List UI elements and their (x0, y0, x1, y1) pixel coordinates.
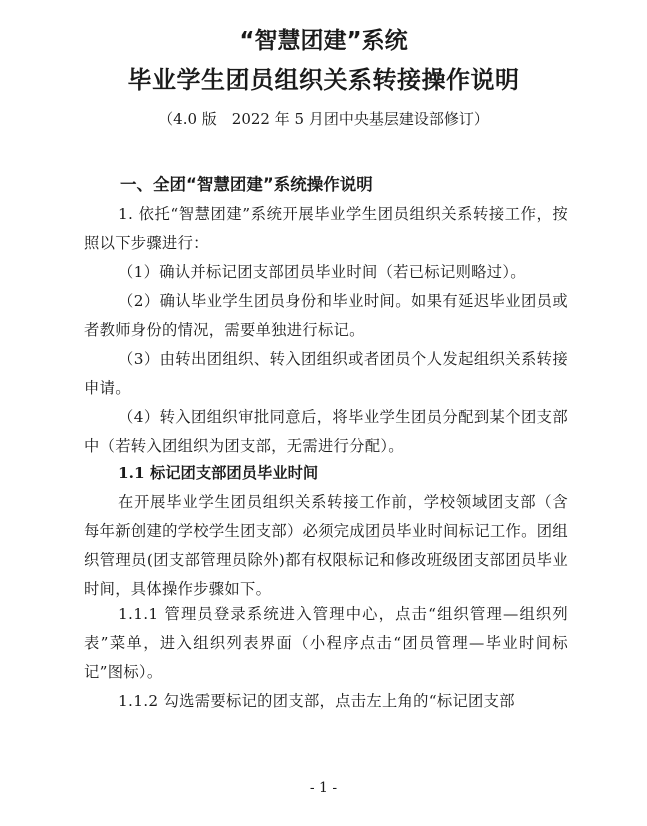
step-paragraph-4: （4）转入团组织审批同意后，将毕业学生团员分配到某个团支部中（若转入团组织为团支部，无需进行分配）。 (84, 408, 568, 455)
step-1-1-1-paragraph: 1.1.1 管理员登录系统进入管理中心，点击“组织管理—组织列表”菜单，进入组织列表界面（小程序点击“团员管理—毕业时间标记”图标）。 (84, 605, 568, 681)
subsection-body-paragraph: 在开展毕业学生团员组织关系转接工作前，学校领域团支部（含每年新创建的学校学生团支部）必须完成团员毕业时间标记工作。团组织管理员(团支部管理员除外)都有权限标记和修改班级团支部团员毕业时间，具体操作步骤如下。 (84, 493, 568, 598)
step-paragraph-3: （3）由转出团组织、转入团组织或者团员个人发起组织关系转接申请。 (84, 350, 568, 397)
step-paragraph-2: （2）确认毕业学生团员身份和毕业时间。如果有延迟毕业团员或者教师身份的情况，需要单独进行标记。 (84, 292, 568, 339)
step-1-1-2-paragraph: 1.1.2 勾选需要标记的团支部，点击左上角的“标记团支部 (118, 692, 515, 710)
subsection-heading: 1.1 标记团支部团员毕业时间 (118, 464, 319, 482)
document-version-line: （4.0 版 2022 年 5 月团中央基层建设部修订） (158, 110, 489, 128)
document-title-line1: “智慧团建”系统 (239, 28, 408, 54)
document-title-line2: 毕业学生团员组织关系转接操作说明 (127, 66, 520, 94)
section-heading: 一、全团“智慧团建”系统操作说明 (120, 175, 373, 194)
step-paragraph-1: （1）确认并标记团支部团员毕业时间（若已标记则略过）。 (118, 263, 526, 281)
intro-paragraph: 1. 依托“智慧团建”系统开展毕业学生团员组织关系转接工作，按照以下步骤进行： (84, 205, 568, 252)
page-number: - 1 - (309, 780, 338, 796)
